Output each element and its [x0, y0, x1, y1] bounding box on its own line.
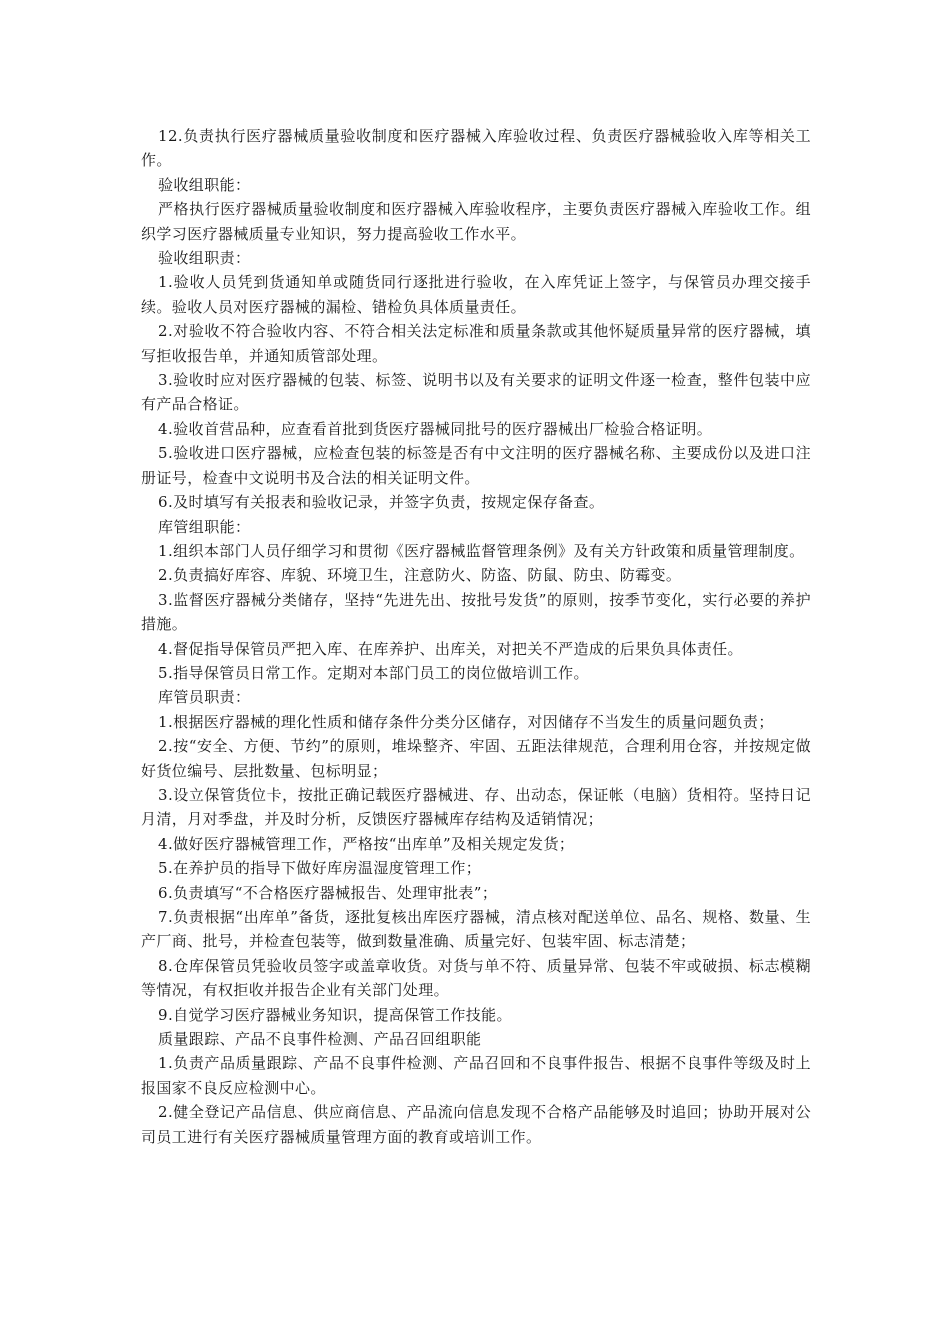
paragraph-acceptance-functions: 严格执行医疗器械质量验收制度和医疗器械入库验收程序，主要负责医疗器械入库验收工作。组织学习医疗器械质量专业知识，努力提高验收工作水平。 — [141, 200, 811, 243]
keeper-duty-6: 6.负责填写“不合格医疗器械报告、处理审批表”； — [158, 883, 498, 902]
keeper-duty-8: 8.仓库保管员凭验收员签字或盖章收货。对货与单不符、质量异常、包装不牢或破损、标志模糊等情况，有权拒收并报告企业有关部门处理。 — [141, 956, 811, 1000]
quality-function-2: 2.健全登记产品信息、供应商信息、产品流向信息发现不合格产品能够及时追回；协助开展对公司员工进行有关医疗器械质量管理方面的教育或培训工作。 — [141, 1103, 811, 1146]
keeper-duty-1: 1.根据医疗器械的理化性质和储存条件分类分区储存，对因储存不当发生的质量问题负责； — [158, 712, 774, 731]
heading-acceptance-group-functions: 验收组职能： — [158, 175, 251, 194]
acceptance-duty-3: 3.验收时应对医疗器械的包装、标签、说明书以及有关要求的证明文件逐一检查，整件包装中应有产品合格证。 — [141, 371, 811, 414]
acceptance-duty-4: 4.验收首营品种，应查看首批到货医疗器械同批号的医疗器械出厂检验合格证明。 — [158, 419, 713, 438]
warehouse-function-4: 4.督促指导保管员严把入库、在库养护、出库关，对把关不严造成的后果负具体责任。 — [158, 639, 743, 658]
heading-warehouse-group-functions: 库管组职能： — [158, 517, 251, 536]
keeper-duty-3: 3.设立保管货位卡，按批正确记载医疗器械进、存、出动态，保证帐（电脑）货相符。坚持日记月清，月对季盘，并及时分析，反馈医疗器械库存结构及适销情况； — [141, 785, 811, 829]
paragraph-item-12: 12.负责执行医疗器械质量验收制度和医疗器械入库验收过程、负责医疗器械验收入库等相关工作。 — [141, 127, 811, 170]
keeper-duty-5: 5.在养护员的指导下做好库房温湿度管理工作； — [158, 859, 482, 878]
acceptance-duty-1: 1.验收人员凭到货通知单或随货同行逐批进行验收，在入库凭证上签字，与保管员办理交接手续。验收人员对医疗器械的漏检、错检负具体质量责任。 — [141, 273, 811, 316]
warehouse-function-2: 2.负责搞好库容、库貌、环境卫生，注意防火、防盗、防鼠、防虫、防霉变。 — [158, 566, 682, 585]
keeper-duty-9: 9.自觉学习医疗器械业务知识，提高保管工作技能。 — [158, 1005, 512, 1024]
warehouse-function-3: 3.监督医疗器械分类储存，坚持“先进先出、按批号发货”的原则，按季节变化，实行必要的养护措施。 — [141, 590, 811, 634]
heading-acceptance-group-duties: 验收组职责： — [158, 249, 251, 268]
acceptance-duty-6: 6.及时填写有关报表和验收记录，并签字负责，按规定保存备查。 — [158, 493, 605, 512]
acceptance-duty-5: 5.验收进口医疗器械，应检查包装的标签是否有中文注明的医疗器械名称、主要成份以及进口注册证号，检查中文说明书及合法的相关证明文件。 — [141, 444, 811, 487]
document-body — [141, 124, 811, 1149]
keeper-duty-7: 7.负责根据“出库单”备货，逐批复核出库医疗器械，清点核对配送单位、品名、规格、数量、生产厂商、批号，并检查包装等，做到数量准确、质量完好、包装牢固、标志清楚； — [141, 908, 811, 951]
keeper-duty-4: 4.做好医疗器械管理工作，严格按“出库单”及相关规定发货； — [158, 834, 575, 853]
quality-function-1: 1.负责产品质量跟踪、产品不良事件检测、产品召回和不良事件报告、根据不良事件等级及时上报国家不良反应检测中心。 — [141, 1054, 811, 1097]
warehouse-function-5: 5.指导保管员日常工作。定期对本部门员工的岗位做培训工作。 — [158, 663, 589, 682]
heading-warehouse-keeper-duties: 库管员职责： — [158, 688, 251, 707]
acceptance-duty-2: 2.对验收不符合验收内容、不符合相关法定标准和质量条款或其他怀疑质量异常的医疗器械，填写拒收报告单，并通知质管部处理。 — [141, 322, 811, 365]
keeper-duty-2: 2.按“安全、方便、节约”的原则，堆垛整齐、牢固、五距法律规范，合理利用仓容，并按规定做好货位编号、层批数量、包标明显； — [141, 737, 811, 780]
warehouse-function-1: 1.组织本部门人员仔细学习和贯彻《医疗器械监督管理条例》及有关方针政策和质量管理制度。 — [158, 541, 805, 560]
heading-quality-tracking-group-functions: 质量跟踪、产品不良事件检测、产品召回组职能 — [158, 1030, 482, 1049]
